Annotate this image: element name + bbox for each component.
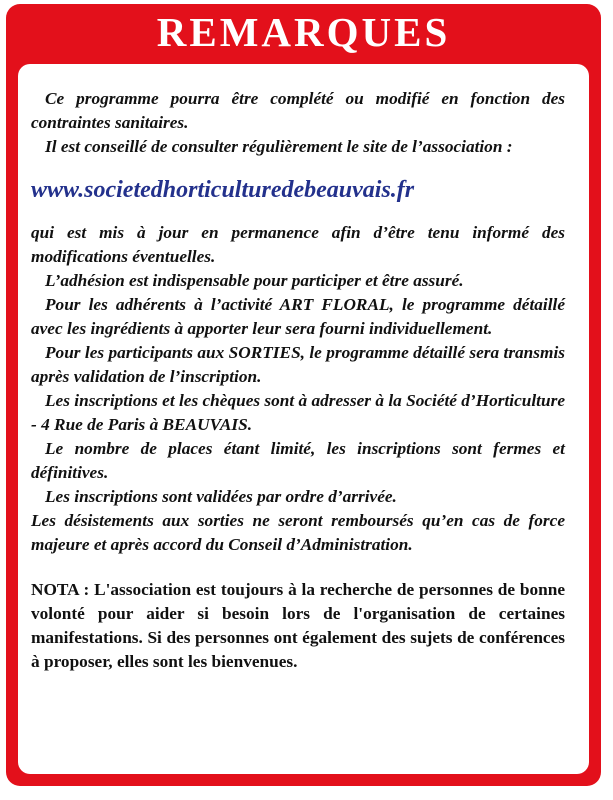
- website-url: www.societedhorticulturedebeauvais.fr: [31, 177, 415, 203]
- paragraph-art-floral: Pour les adhérents à l’activité ART FLORAL, le programme détaillé avec les ingrédients à apporter leur sera fourni individuellement.: [31, 295, 565, 338]
- paragraph-consult-site: Il est conseillé de consulter régulièrement le site de l’association :: [45, 137, 513, 156]
- paragraph-program: Ce programme pourra être complété ou modifié en fonction des contraintes sanitaires.: [31, 89, 565, 132]
- paragraph-places-limited: Le nombre de places étant limité, les inscriptions sont fermes et définitives.: [31, 439, 565, 482]
- page-title: REMARQUES: [156, 9, 451, 55]
- paragraph-sorties: Pour les participants aux SORTIES, le programme détaillé sera transmis après validation de l’inscription.: [31, 343, 565, 386]
- paragraph-inscriptions-address: Les inscriptions et les chèques sont à adresser à la Société d’Horticulture - 4 Rue de Paris à BEAUVAIS.: [31, 391, 565, 434]
- paragraph-order-arrival: Les inscriptions sont validées par ordre d’arrivée.: [45, 487, 397, 506]
- nota-paragraph: NOTA : L'association est toujours à la recherche de personnes de bonne volonté pour aider si besoin lors de l'organisation de certaines manifestations. Si des personnes ont également des sujets de conférences à proposer, elles sont les bienvenues.: [31, 580, 565, 671]
- paragraph-membership: L’adhésion est indispensable pour participer et être assuré.: [45, 271, 464, 290]
- paragraph-updates: qui est mis à jour en permanence afin d’être tenu informé des modifications éventuelles.: [31, 223, 565, 266]
- remarks-body: [31, 87, 565, 674]
- paragraph-withdrawals: Les désistements aux sorties ne seront remboursés qu’en cas de force majeure et après accord du Conseil d’Administration.: [31, 511, 565, 554]
